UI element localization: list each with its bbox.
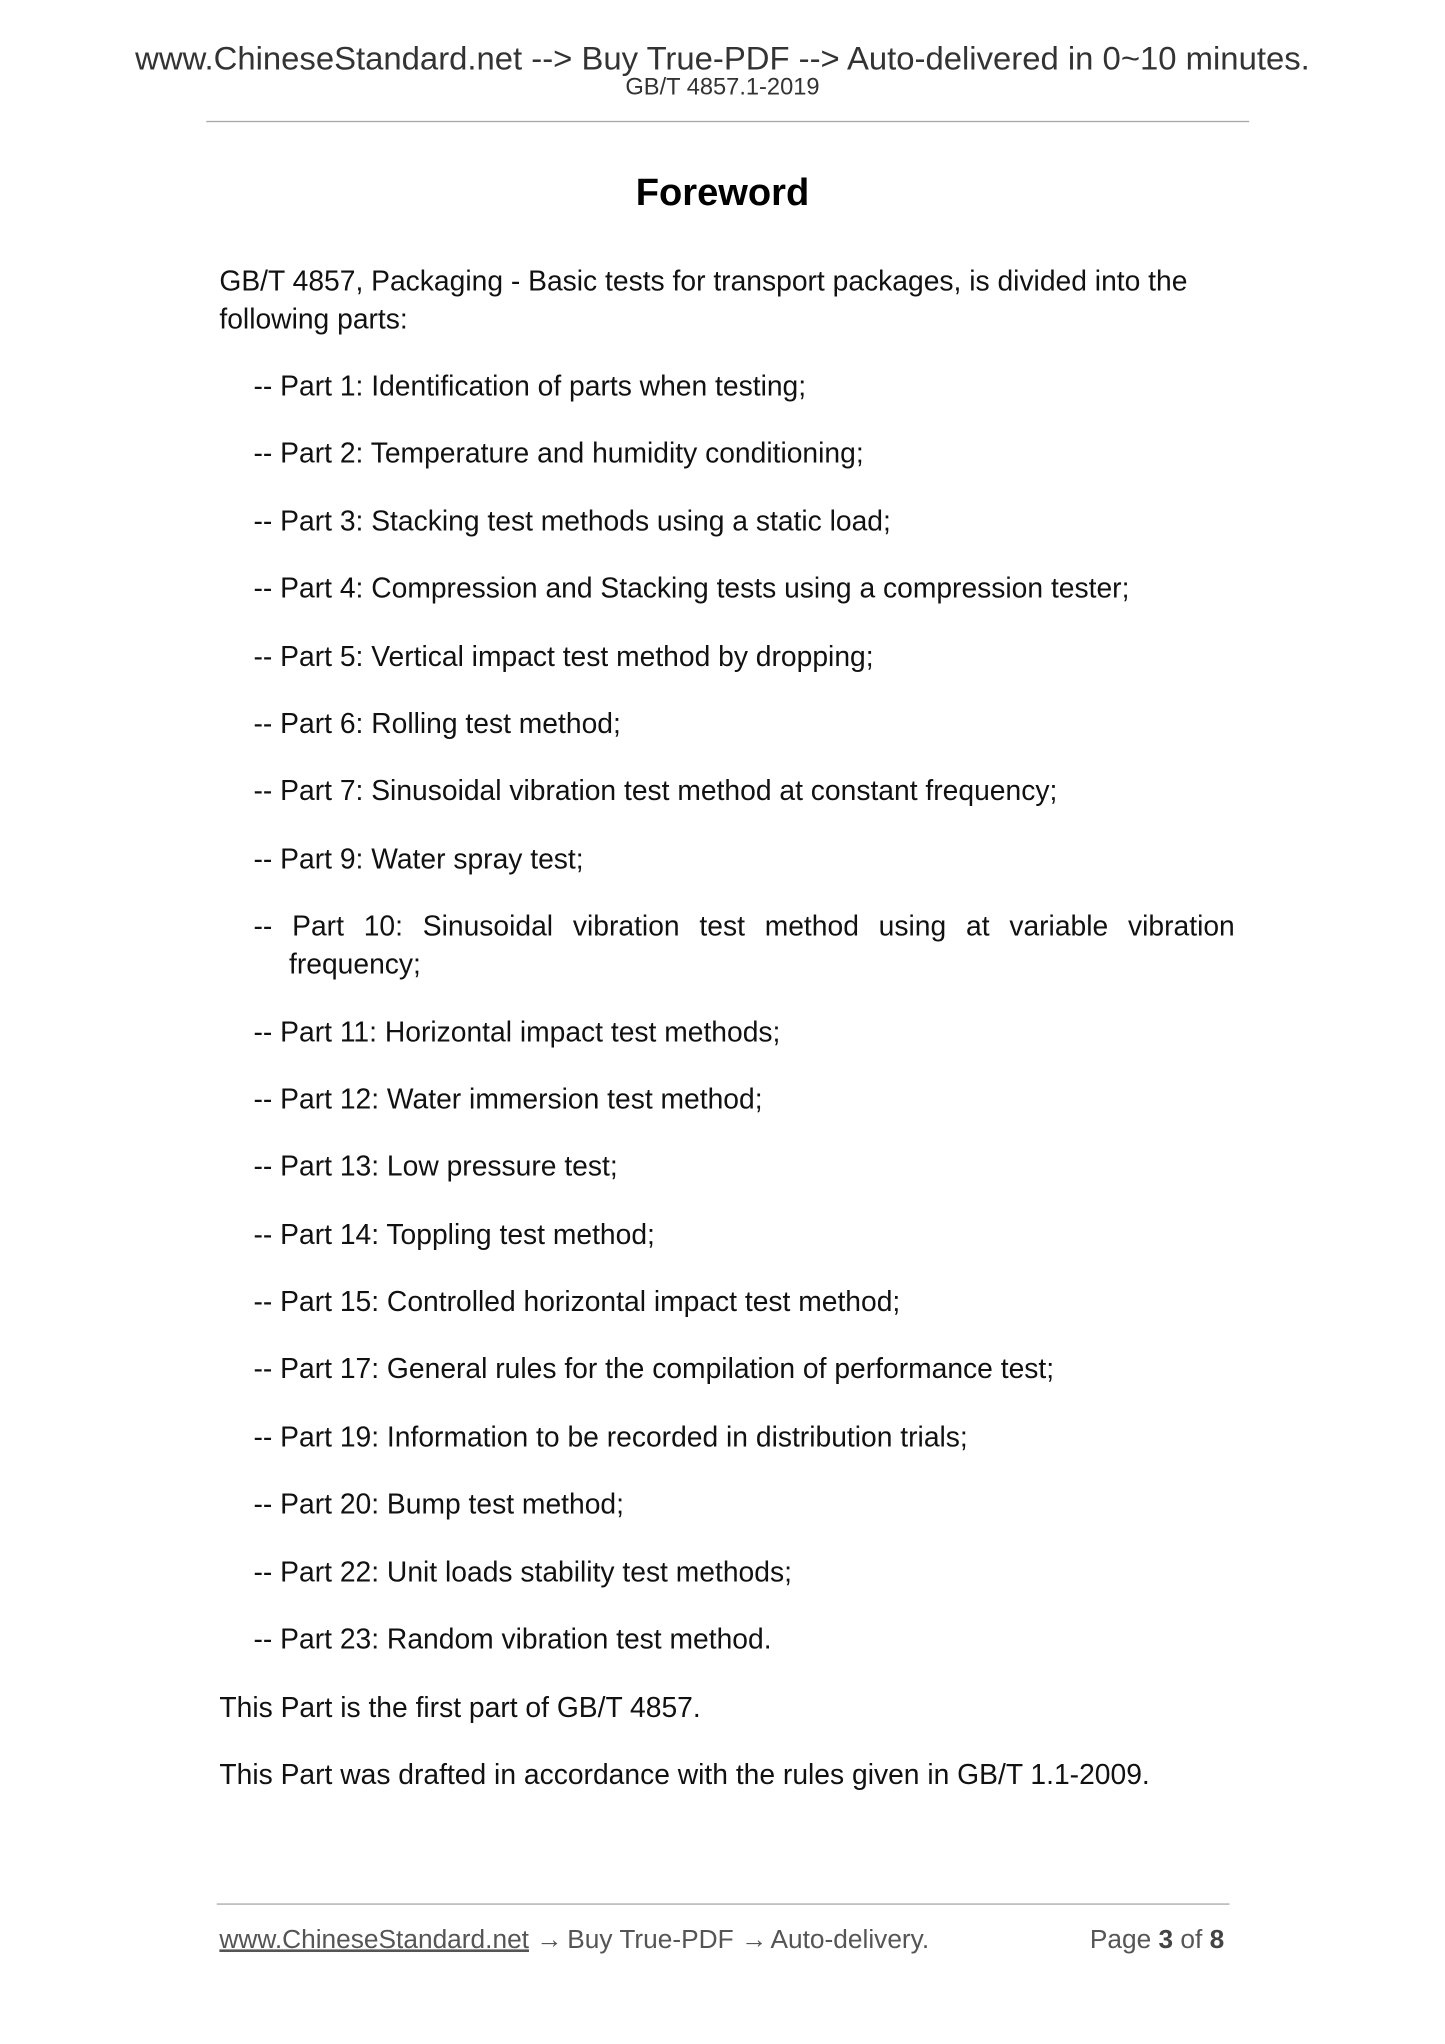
- list-item: -- Part 10: Sinusoidal vibration test method using at variable vibration frequency;: [253, 910, 1235, 981]
- closing-paragraph-1: This Part is the first part of GB/T 4857.: [219, 1691, 701, 1724]
- page-number: [1090, 1924, 1224, 1956]
- page-of-label: of: [1180, 1925, 1203, 1955]
- list-item: -- Part 11: Horizontal impact test methods;: [253, 1016, 781, 1048]
- list-item: -- Part 17: General rules for the compilation of performance test;: [253, 1353, 1055, 1386]
- intro-paragraph: GB/T 4857, Packaging - Basic tests for transport packages, is divided into the following parts:: [219, 265, 1188, 335]
- page-title: Foreword: [635, 172, 810, 215]
- list-item: -- Part 15: Controlled horizontal impact test method;: [253, 1286, 901, 1318]
- list-item: -- Part 4: Compression and Stacking tests using a compression tester;: [253, 572, 1130, 605]
- page-current: 3: [1158, 1925, 1174, 1955]
- footer-site-link[interactable]: www.ChineseStandard.net: [219, 1925, 529, 1955]
- list-item: -- Part 13: Low pressure test;: [253, 1151, 618, 1183]
- arrow-right-icon: →: [536, 1925, 563, 1955]
- list-item: -- Part 2: Temperature and humidity conditioning;: [253, 437, 864, 470]
- footer-divider: [217, 1903, 1230, 1904]
- page-total: 8: [1209, 1925, 1225, 1955]
- header-doc-code: GB/T 4857.1-2019: [625, 73, 820, 100]
- header-banner[interactable]: www.ChineseStandard.net --> Buy True-PDF --> Auto-delivered in 0~10 minutes.: [135, 40, 1310, 78]
- list-item: -- Part 3: Stacking test methods using a static load;: [253, 505, 891, 537]
- list-item: -- Part 6: Rolling test method;: [253, 707, 621, 740]
- list-item: -- Part 12: Water immersion test method;: [253, 1083, 763, 1116]
- list-item: -- Part 22: Unit loads stability test methods;: [253, 1556, 792, 1588]
- list-item: -- Part 20: Bump test method;: [253, 1488, 624, 1521]
- parts-list: [254, 368, 1235, 1689]
- list-item: -- Part 19: Information to be recorded in distribution trials;: [253, 1421, 968, 1453]
- footer-buy-text: Buy True-PDF: [567, 1925, 734, 1955]
- list-item: -- Part 9: Water spray test;: [253, 842, 584, 875]
- page-label: Page: [1089, 1925, 1152, 1955]
- list-item: -- Part 7: Sinusoidal vibration test method at constant frequency;: [253, 775, 1058, 808]
- header-divider: [206, 121, 1249, 122]
- arrow-right-icon: →: [740, 1925, 768, 1955]
- list-item: -- Part 5: Vertical impact test method by dropping;: [253, 640, 874, 672]
- footer-delivery-text: Auto-delivery.: [770, 1925, 930, 1955]
- closing-paragraph-2: This Part was drafted in accordance with the rules given in GB/T 1.1-2009.: [219, 1758, 1150, 1791]
- footer-links: [219, 1924, 929, 1956]
- list-item: -- Part 14: Toppling test method;: [253, 1218, 655, 1251]
- list-item: -- Part 23: Random vibration test method.: [253, 1623, 772, 1656]
- list-item: -- Part 1: Identification of parts when testing;: [253, 370, 807, 402]
